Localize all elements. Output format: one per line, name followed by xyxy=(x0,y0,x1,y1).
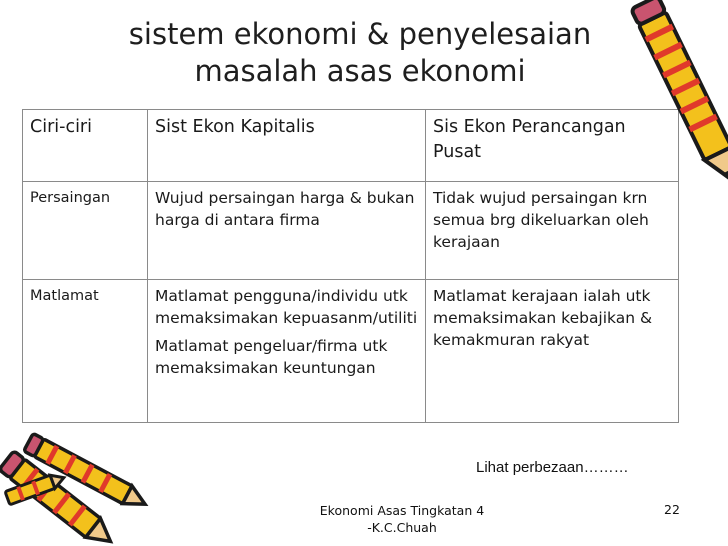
page-number: 22 xyxy=(664,502,680,517)
table-cell xyxy=(148,280,426,423)
header-cell: Ciri-ciri xyxy=(23,110,148,182)
comparison-table xyxy=(22,109,679,423)
slide-title xyxy=(60,16,660,90)
table-cell xyxy=(426,280,679,423)
title-line-2: masalah asas ekonomi xyxy=(194,54,526,88)
row-label: Persaingan xyxy=(23,182,148,280)
table-cell xyxy=(426,182,679,280)
table-header-row xyxy=(23,110,679,182)
table-cell xyxy=(148,182,426,280)
row-label: Matlamat xyxy=(23,280,148,423)
cell-text: Matlamat pengeluar/firma utk memaksimakan keuntungan xyxy=(155,337,388,377)
table-row xyxy=(23,182,679,280)
cell-text: Tidak wujud persaingan krn semua brg dikeluarkan oleh kerajaan xyxy=(433,189,649,251)
see-differences-note: Lihat perbezaan……… xyxy=(476,459,629,476)
pencils-icon xyxy=(0,420,190,546)
footer-line-2: -K.C.Chuah xyxy=(367,520,437,535)
footer-line-1: Ekonomi Asas Tingkatan 4 xyxy=(319,503,485,518)
pencil-icon xyxy=(592,0,728,184)
table-row xyxy=(23,280,679,423)
cell-text: Matlamat kerajaan ialah utk memaksimakan kebajikan & kemakmuran rakyat xyxy=(433,287,653,349)
slide-footer xyxy=(302,502,502,536)
header-cell: Sist Ekon Kapitalis xyxy=(148,110,426,182)
title-line-1: sistem ekonomi & penyelesaian xyxy=(128,17,592,51)
header-cell: Sis Ekon Perancangan Pusat xyxy=(426,110,679,182)
cell-text: Wujud persaingan harga & bukan harga di antara firma xyxy=(155,189,415,229)
cell-text: Matlamat pengguna/individu utk memaksimakan kepuasanm/utiliti xyxy=(155,287,418,327)
